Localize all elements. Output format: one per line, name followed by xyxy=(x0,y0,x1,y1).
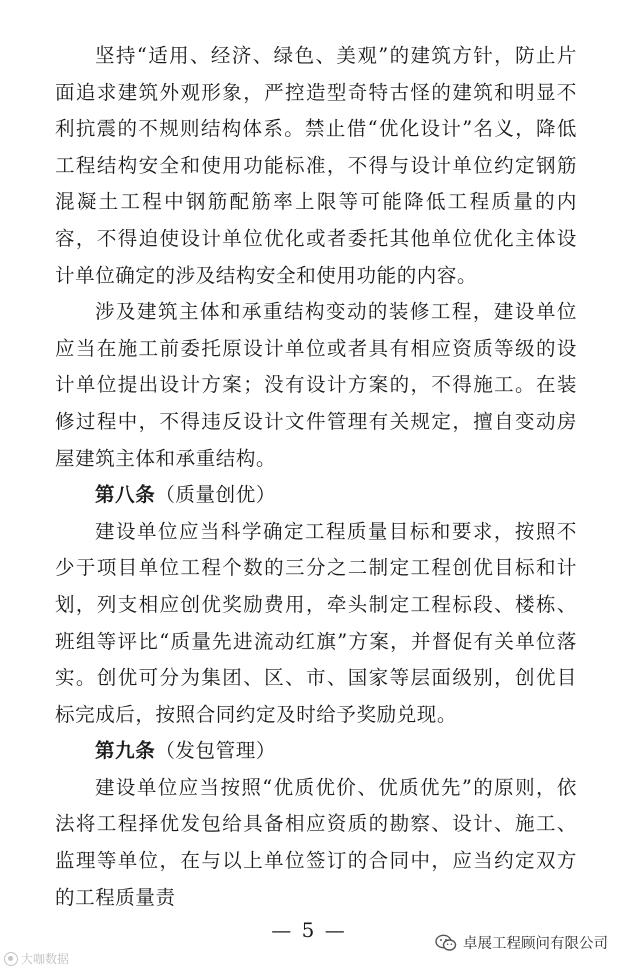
weibo-logo-icon xyxy=(4,952,18,966)
article-8-number: 第八条 xyxy=(95,483,156,507)
article-8-heading xyxy=(55,477,577,514)
article-8-title: （质量创优） xyxy=(155,483,276,507)
wechat-icon xyxy=(435,934,457,952)
paragraph-quality-excellence: 建设单位应当科学确定工程质量目标和要求，按照不少于项目单位工程个数的三分之二制定工程创优目标和计划，列支相应创优奖励费用，牵头制定工程标段、楼栋、班组等评比“质量先进流动红旗”方案，并督促有关单位落实。创优可分为集团、区、市、国家等层面级别，创优目标完成后，按照合同约定及时给予奖励兑现。 xyxy=(55,519,577,726)
paragraph-design-principles: 坚持“适用、经济、绿色、美观”的建筑方针，防止片面追求建筑外观形象，严控造型奇特古怪的建筑和明显不利抗震的不规则结构体系。禁止借“优化设计”名义，降低工程结构安全和使用功能标准，不得与设计单位约定钢筋混凝土工程中钢筋配筋率上限等可能降低工程质量的内容，不得迫使设计单位优化或者委托其他单位优化主体设计单位确定的涉及结构安全和使用功能的内容。 xyxy=(55,44,577,287)
article-9-heading xyxy=(55,733,577,770)
faint-watermark xyxy=(4,950,69,967)
paragraph-renovation: 涉及建筑主体和承重结构变动的装修工程，建设单位应当在施工前委托原设计单位或者具有相应资质等级的设计单位提出设计方案；没有设计方案的，不得施工。在装修过程中，不得违反设计文件管理有关规定，擅自变动房屋建筑主体和承重结构。 xyxy=(55,300,577,470)
faint-watermark-text: 大咖数据 xyxy=(21,952,70,966)
source-watermark-text: 卓展工程顾问有限公司 xyxy=(463,936,608,952)
paragraph-contracting: 建设单位应当按照“优质优价、优质优先”的原则，依法将工程择优发包给具备相应资质的勘察、设计、施工、监理等单位，在与以上单位签订的合同中，应当约定双方的工程质量责 xyxy=(55,775,577,909)
article-9-number: 第九条 xyxy=(95,739,156,763)
page-number: — 5 — xyxy=(271,918,347,942)
source-watermark xyxy=(435,932,608,953)
article-9-title: （发包管理） xyxy=(155,739,276,763)
document-body xyxy=(55,38,577,916)
